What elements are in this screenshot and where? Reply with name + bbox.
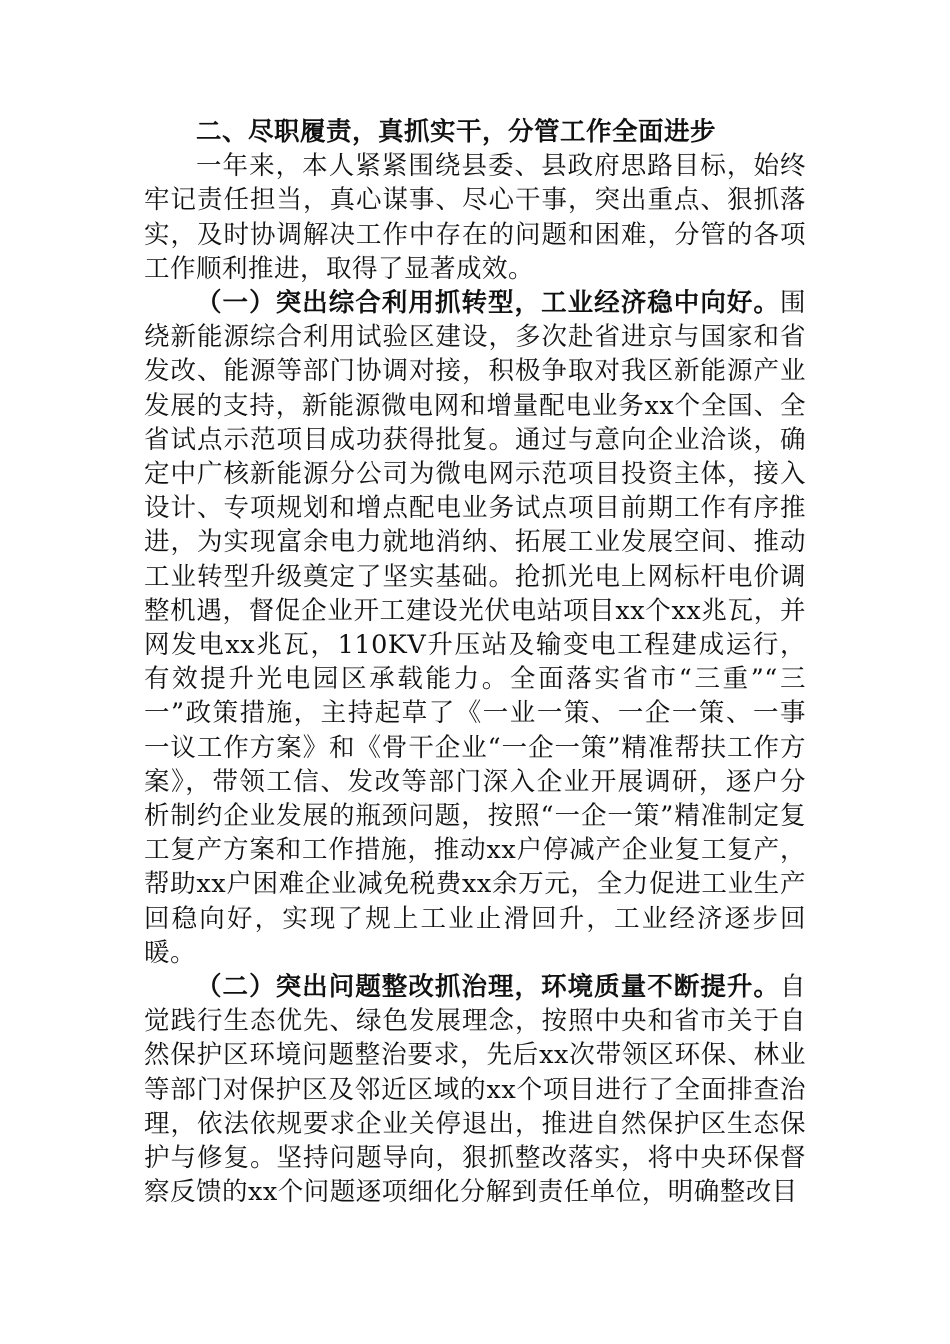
subsection-title-1: （一）突出综合利用抓转型，工业经济稳中向好。 (196, 288, 780, 319)
document-page (144, 115, 806, 1210)
section-paragraph-2 (144, 970, 806, 1209)
subsection-body-1: 围绕新能源综合利用试验区建设，多次赴省进京与国家和省发改、能源等部门协调对接，积极争取对我区新能源产业发展的支持，新能源微电网和增量配电业务xx个全国、全省试点示范项目成功获得批复。通过与意向企业洽谈，确定中广核新能源分公司为微电网示范项目投资主体，接入设计、专项规划和增点配电业务试点项目前期工作有序推进，为实现富余电力就地消纳、拓展工业发展空间、推动工业转型升级奠定了坚实基础。抢抓光电上网标杆电价调整机遇，督促企业开工建设光伏电站项目xx个xx兆瓦，并网发电xx兆瓦，110KV升压站及输变电工程建成运行，有效提升光电园区承载能力。全面落实省市“三重”“三一”政策措施，主持起草了《一业一策、一企一策、一事一议工作方案》和《骨干企业“一企一策”精准帮扶工作方案》，带领工信、发改等部门深入企业开展调研，逐户分析制约企业发展的瓶颈问题，按照“一企一策”精准制定复工复产方案和工作措施，推动xx户停减产企业复工复产，帮助xx户困难企业减免税费xx余万元，全力促进工业生产回稳向好，实现了规上工业止滑回升，工业经济逐步回暖。 (144, 288, 806, 968)
subsection-body-2: 自觉践行生态优先、绿色发展理念，按照中央和省市关于自然保护区环境问题整治要求，先后xx次带领区环保、林业等部门对保护区及邻近区域的xx个项目进行了全面排查治理，依法依规要求企业关停退出，推进自然保护区生态保护与修复。坚持问题导向，狠抓整改落实，将中央环保督察反馈的xx个问题逐项细化分解到责任单位，明确整改目 (144, 972, 806, 1208)
intro-paragraph: 一年来，本人紧紧围绕县委、县政府思路目标，始终牢记责任担当，真心谋事、尽心干事，突出重点、狠抓落实，及时协调解决工作中存在的问题和困难，分管的各项工作顺利推进，取得了显著成效。 (144, 151, 806, 284)
subsection-title-2: （二）突出问题整改抓治理，环境质量不断提升。 (196, 972, 780, 1003)
section-heading: 二、尽职履责，真抓实干，分管工作全面进步 (196, 117, 717, 147)
section-paragraph-1 (144, 286, 806, 970)
